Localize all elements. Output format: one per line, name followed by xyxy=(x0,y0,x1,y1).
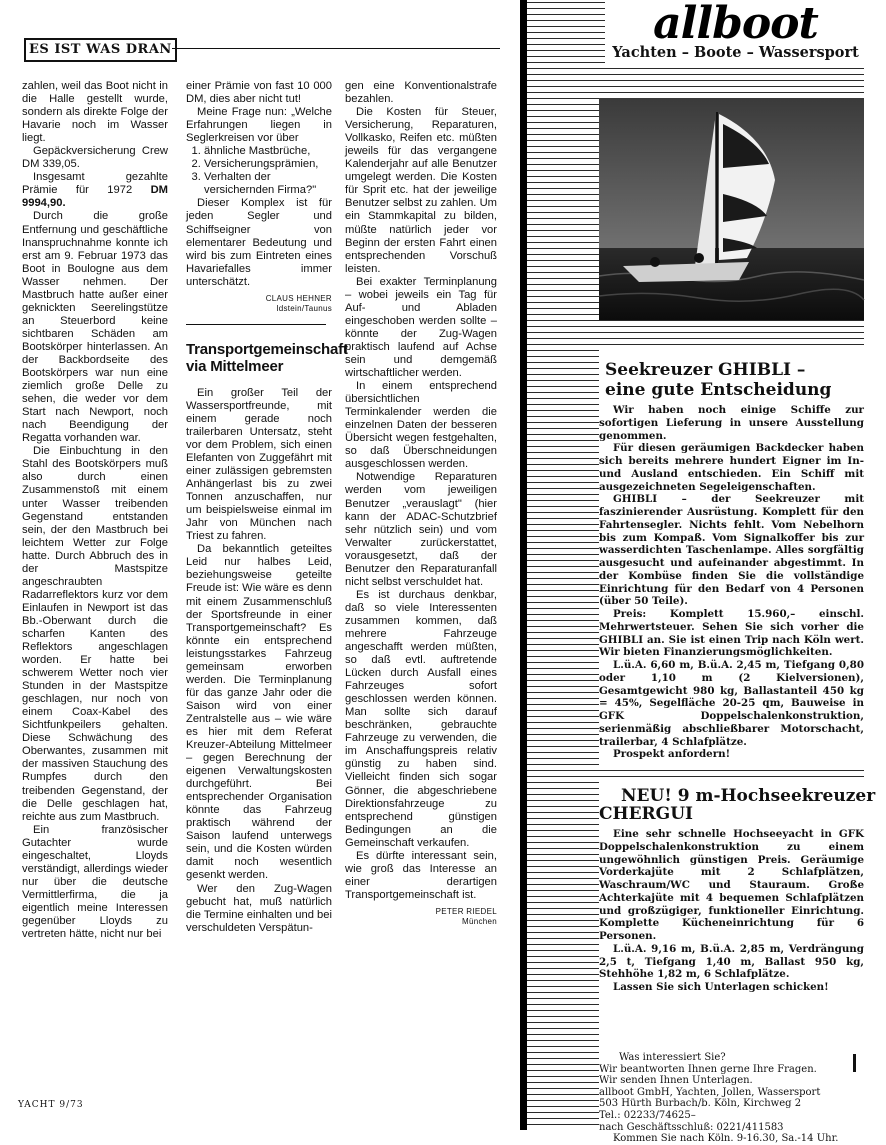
contact-phone: Tel.: 02233/74625– xyxy=(599,1109,696,1121)
list-item: 1. ähnliche Mastbrüche, xyxy=(204,145,332,158)
paragraph: Die Kosten für Steuer, Versicherung, Reparaturen, Vollkasko, Reifen etc. müßten jeweils für das vergangene Kalenderjahr auf alle Benutzer umgelegt werden. Die Kosten für Sprit etc. hat der jeweilige Benutzer selbst zu zahlen. Um ein Stammkapital zu bilden, müßte natürlich jeder vor Beginn der ersten Fahrt einen entsprechenden Vorschuß leisten. xyxy=(345,106,497,275)
page-footer: YACHT 9/73 xyxy=(18,1100,84,1110)
signature-claus-hehner xyxy=(186,294,332,314)
section-header: ES IST WAS DRAN xyxy=(24,38,177,62)
paragraph: Preis: Komplett 15.960,– einschl. Mehrwertsteuer. Sehen Sie sich vorher die GHIBLI an. Sie ist einen Trip nach Köln wert. Wir bieten Finanzierungsmöglichkeiten. xyxy=(599,608,864,659)
paragraph xyxy=(22,171,168,210)
column-separator xyxy=(520,0,527,1130)
contact-phone-after-hours: nach Geschäftsschluß: 0221/411583 xyxy=(599,1121,784,1133)
paragraph: Die Einbuchtung in den Stahl des Bootskörpers muß also durch einen Zusammenstoß mit einem unter Wasser treibenden Gegenstand entstanden sein, der den Mastbruch bei leichtem Wetter zur Folge hatte. Durch Abbruch des in der Mastspitze angeschraubten Radarreflektors kurz vor dem Einlaufen in Newport ist das Bb.-Oberwant durch die scharfen Kanten des Reflektors angeschlagen worden. Er hatte bei schwerem Wetter noch vier Stunden in der Mastspitze geschlagen, nur noch von einem Coax-Kabel des Sichtfunkpeilers gehalten. Diese Schwächung des Oberwantes, zusammen mit der massiven Stauchung des Rumpfes durch den treibenden Gegenstand, der die Delle geschlagen hat, reichte aus zum Mastbruch. xyxy=(22,445,168,823)
brand-logo: allboot xyxy=(653,0,818,49)
paragraph: Bei exakter Terminplanung – wobei jeweils ein Tag für Auf- und Abladen eingeschoben werden sollte – könnte der Zug-Wagen praktisch laufend auf Achse sein und demgemäß wirtschaftlicher werden. xyxy=(345,275,497,380)
paragraph: GHIBLI – der Seekreuzer mit faszinierender Ausrüstung. Komplett für den Fahrtensegler. Nichts fehlt. Vom Nebelhorn bis zum Kompaß. Vom Signalkoffer bis zur wasserdichten Taschenlampe. Alles sorgfältig ausgesucht und aufeinander abgestimmt. In der Kombüse finden Sie die vollständige Einrichtung für den Bedarf von 4 Personen (über 50 Teile). xyxy=(599,493,864,608)
divider xyxy=(186,324,326,325)
chergui-offer xyxy=(599,778,876,1046)
contact-line: Wir senden Ihnen Unterlagen. xyxy=(599,1075,753,1087)
premium-text: Insgesamt gezahlte Prämie für 1972 xyxy=(22,171,168,197)
contact-panel xyxy=(599,1046,864,1145)
ghibli-title: Seekreuzer GHIBLI – xyxy=(605,360,806,380)
list-item: 3. Verhalten der versichernden Firma?" xyxy=(204,171,332,197)
contact-hours: Kommen Sie nach Köln. 9-16.30, Sa.-14 Uhr. xyxy=(613,1133,839,1145)
paragraph: Dieser Komplex ist für jeden Segler und Schiffseigner von elementarer Bedeutung und wird bis zum Eintreten eines Havariefalles immer unterschätzt. xyxy=(186,197,332,288)
contact-line: Wir beantworten Ihnen gerne Ihre Fragen. xyxy=(599,1063,817,1075)
paragraph: Ein französischer Gutachter wurde eingeschaltet, Lloyds verständigt, allerdings wieder nur über die deutsche Vermittlerfirma, die ja eigentlich meine Interessen gegenüber Lloyds zu vertreten hätte, nicht nur bei xyxy=(22,823,168,941)
allboot-advertisement xyxy=(527,0,876,1145)
paragraph: Gepäckversicherung Crew DM 339,05. xyxy=(22,145,168,171)
paragraph: zahlen, weil das Boot nicht in die Halle gestellt wurde, sondern als direkte Folge der Havarie noch im Wasser liegt. xyxy=(22,80,168,145)
paragraph: einer Prämie von fast 10 000 DM, dies aber nicht tut! xyxy=(186,80,332,106)
paragraph: Meine Frage nun: „Welche Erfahrungen liegen in Seglerkreisen vor über xyxy=(186,106,332,145)
signature-location: Idstein/Taunus xyxy=(276,303,332,313)
signature-peter-riedel xyxy=(345,907,497,927)
chergui-title: NEU! 9 m-Hochseekreuzer xyxy=(621,786,876,806)
crop-mark xyxy=(853,1054,856,1072)
paragraph: Eine sehr schnelle Hochseeyacht in GFK Doppelschalenkonstruktion zu einem ungewöhnlich günstigen Preis. Geräumige Vorderkajüte mit 2 Schlafplätzen, Waschraum/WC und Stauraum. Große Achterkajüte mit 4 bequemen Schlafplätzen und großzügiger, funktioneller Einrichtung. Komplette Kücheneinrichtung für 6 Personen. xyxy=(599,828,864,942)
chergui-description xyxy=(599,828,864,994)
contact-address: 503 Hürth Burbach/b. Köln, Kirchweg 2 xyxy=(599,1098,802,1110)
signature-name: CLAUS HEHNER xyxy=(265,293,332,303)
paragraph: Ein großer Teil der Wassersportfreunde, mit einem gerade noch trailerbaren Untersatz, steht vor dem Problem, sich einen Elefanten von Zuggefährt mit einer zulässigen gebremsten Anhängerlast bis zu zwei Tonnen anzuschaffen, nur um beispielsweise einmal im Jahr von München nach Triest zu fahren. xyxy=(186,386,332,543)
chergui-subtitle: CHERGUI xyxy=(599,804,693,824)
text-column-1 xyxy=(22,80,168,1090)
paragraph: Für diesen geräumigen Backdecker haben sich bereits mehrere hundert Eigner im In- und Ausland entschieden. Ein Schiff mit ausgezeichneten Segeleigenschaften. xyxy=(599,442,864,493)
paragraph: In einem entsprechend übersichtlichen Terminkalender werden die einzelnen Daten der besseren Übersicht wegen festgehalten, so daß Überschneidungen ausgeschlossen werden. xyxy=(345,380,497,471)
paragraph: Durch die große Entfernung und geschäftliche Inanspruchnahme konnte ich erst am 9. Februar 1973 das Boot in Boulogne aus dem Wasser nehmen. Der Mastbruch hatte außer einer geknickten Seerelingstütze an Steuerbord keine sichtbaren Schäden am Bootskörper hinterlassen. An der Backbordseite des Bootskörpers war nun eine ziemlich große Delle zu sehen, die weder vor dem Start nach Newport, noch nach Beendigung der Regatta vorhanden war. xyxy=(22,210,168,445)
premium-amount: DM 9994,90. xyxy=(22,184,168,210)
ghibli-offer xyxy=(599,350,864,770)
text-column-2 xyxy=(186,80,348,1090)
sailboat-photo xyxy=(599,98,864,320)
signature-location: München xyxy=(461,916,497,926)
contact-line: Was interessiert Sie? xyxy=(619,1052,726,1063)
article-subheading: Transportgemeinschaft via Mittelmeer xyxy=(186,340,348,375)
sailboat-photo-icon xyxy=(599,98,864,320)
paragraph: Es dürfte interessant sein, wie groß das Interesse an einer derartigen Transportgemeinschaft ist. xyxy=(345,849,497,901)
list-item: 2. Versicherungsprämien, xyxy=(204,158,332,171)
paragraph: Wer den Zug-Wagen gebucht hat, muß natürlich die Termine einhalten und bei verschuldeten Verspätun- xyxy=(186,882,332,934)
brand-tagline: Yachten – Boote – Wassersport xyxy=(612,44,859,61)
paragraph: Notwendige Reparaturen werden vom jeweiligen Benutzer „verauslagt" (hier kann der ADAC-Schutzbrief sehr nützlich sein) und vom Verwalter zurückerstattet, vorausgesetzt, daß der Benutzer den Reparaturanfall nicht selbst verschuldet hat. xyxy=(345,471,497,588)
paragraph: L.ü.A. 6,60 m, B.ü.A. 2,45 m, Tiefgang 0,80 oder 1,10 m (2 Kielversionen), Gesamtgewicht 980 kg, Ballastanteil 450 kg = 45%, Segelfläche 20-25 qm, Bauweise in GFK Doppelschalenkonstruktion, serienmäßig abschließbarer Motorschacht, trailerbar, 4 Schlafplätze. xyxy=(599,659,864,748)
paragraph: gen eine Konventionalstrafe bezahlen. xyxy=(345,80,497,106)
paragraph: Prospekt anfordern! xyxy=(613,748,731,761)
ghibli-description xyxy=(599,404,864,761)
paragraph: Es ist durchaus denkbar, daß so viele Interessenten zusammen kommen, daß mehrere Fahrzeuge angeschafft werden müßten, so daß evtl. auftretende Lücken durch Ausfall eines Fahrzeuges sofort geschlossen werden können. Man sollte sich darauf beschränken, gebrauchte Fahrzeuge zu verwenden, die im Anschaffungspreis relativ günstig zu haben sind. Vielleicht finden sich sogar Gönner, die abgeschriebene Direktionsfahrzeuge zu entsprechend günstigen Bedingungen an die Gemeinschaft verkaufen. xyxy=(345,588,497,849)
text-column-3 xyxy=(345,80,497,1090)
paragraph: Da bekanntlich geteiltes Leid nur halbes Leid, beziehungsweise geteilte Freude ist: Wie wäre es denn mit einem Zusammenschluß der Sportsfreunde in einer Transportgemeinschaft? Es könnte ein entsprechend leistungsstarkes Fahrzeug gemeinsam erworben werden. Die Terminplanung für das ganze Jahr oder die Saison wird von einer Zentralstelle aus – wie wäre es hier mit dem Referat Kreuzer-Abteilung Mittelmeer – gegen Berechnung der eigenen Verwaltungskosten durchgeführt. Bei entsprechender Organisation könnte das Fahrzeug praktisch während der Saison laufend unterwegs sein, und die Kosten würden damit noch wesentlich gesenkt werden. xyxy=(186,543,332,882)
paragraph: Lassen Sie sich Unterlagen schicken! xyxy=(613,981,829,993)
contact-company: allboot GmbH, Yachten, Jollen, Wassersport xyxy=(599,1086,821,1098)
paragraph: Wir haben noch einige Schiffe zur sofortigen Lieferung in unsere Ausstellung genommen. xyxy=(599,404,864,442)
signature-name: PETER RIEDEL xyxy=(435,906,497,916)
contact-info xyxy=(599,1052,864,1145)
header-rule xyxy=(172,48,500,49)
paragraph: L.ü.A. 9,16 m, B.ü.A. 2,85 m, Verdrängung 2,5 t, Tiefgang 1,40 m, Ballast 950 kg, Stehhöhe 1,82 m, 6 Schlafplätze. xyxy=(599,942,864,981)
ghibli-subtitle: eine gute Entscheidung xyxy=(605,380,832,400)
question-list xyxy=(186,145,332,197)
